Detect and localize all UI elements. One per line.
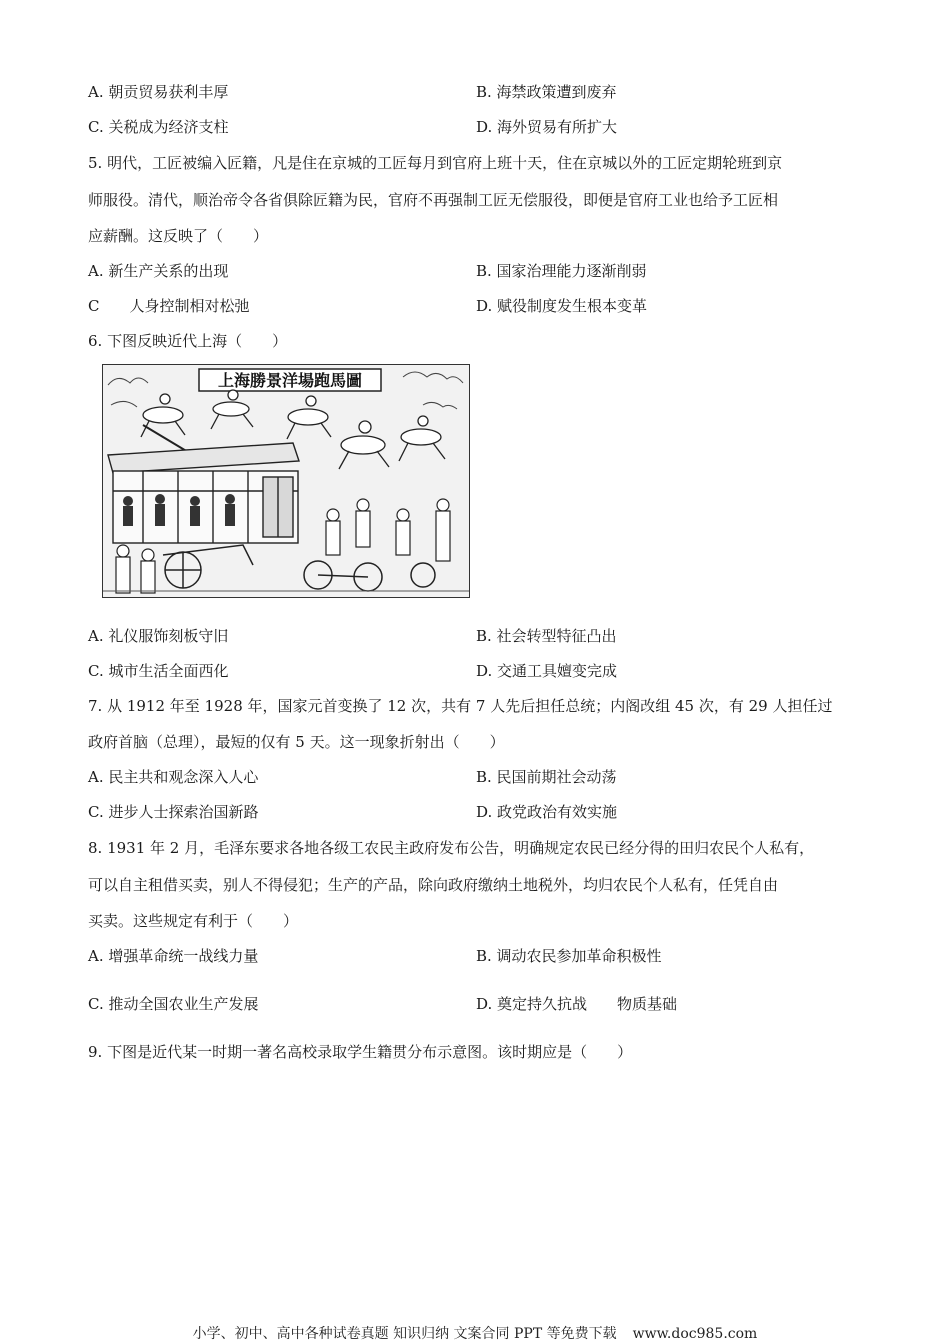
q7-stem-line-1: 7. 从 1912 年至 1928 年，国家元首变换了 12 次，共有 7 人先后担任总统；内阁改组 45 次，有 29 人担任过 xyxy=(88,697,833,715)
footer-text: 小学、初中、高中各种试卷真题 知识归纳 文案合同 PPT 等免费下载 xyxy=(192,1326,617,1342)
q8-option-b: B. 调动农民参加革命积极性 xyxy=(476,947,662,965)
q5-option-d: D. 赋役制度发生根本变革 xyxy=(476,297,648,315)
q4-option-a: A. 朝贡贸易获利丰厚 xyxy=(88,83,229,101)
q8-option-c: C. 推动全国农业生产发展 xyxy=(88,995,259,1013)
q8-stem-line-2: 可以自主租借买卖，别人不得侵犯；生产的产品，除向政府缴纳土地税外，均归农民个人私有，任凭自由 xyxy=(88,876,779,894)
q8-option-a: A. 增强革命统一战线力量 xyxy=(88,947,259,965)
q7-option-c: C. 进步人士探索治国新路 xyxy=(88,803,259,821)
q6-option-b: B. 社会转型特征凸出 xyxy=(476,627,617,645)
q6-option-a: A. 礼仪服饰刻板守旧 xyxy=(88,627,229,645)
q8-option-d: D. 奠定持久抗战 物质基础 xyxy=(476,995,678,1013)
q5-option-a: A. 新生产关系的出现 xyxy=(88,262,229,280)
q5-option-c: C 人身控制相对松弛 xyxy=(88,297,250,315)
q6-option-c: C. 城市生活全面西化 xyxy=(88,662,229,680)
q8-stem-line-3: 买卖。这些规定有利于（ ） xyxy=(88,912,299,930)
q9-stem: 9. 下图是近代某一时期一著名高校录取学生籍贯分布示意图。该时期应是（ ） xyxy=(88,1043,633,1061)
q5-stem-line-2: 师服役。清代，顺治帝令各省俱除匠籍为民，官府不再强制工匠无偿服役，即便是官府工业也给予工匠相 xyxy=(88,191,779,209)
q7-option-d: D. 政党政治有效实施 xyxy=(476,803,618,821)
q6-stem: 6. 下图反映近代上海（ ） xyxy=(88,332,288,350)
q5-stem-line-3: 应薪酬。这反映了（ ） xyxy=(88,227,269,245)
q4-option-b: B. 海禁政策遭到废弃 xyxy=(476,83,617,101)
q8-stem-line-1: 8. 1931 年 2 月，毛泽东要求各地各级工农民主政府发布公告，明确规定农民已经分得的田归农民个人私有， xyxy=(88,839,815,857)
q4-option-d: D. 海外贸易有所扩大 xyxy=(476,118,618,136)
q7-option-a: A. 民主共和观念深入人心 xyxy=(88,768,259,786)
q5-stem-line-1: 5. 明代，工匠被编入匠籍，凡是住在京城的工匠每月到官府上班十天，住在京城以外的工匠定期轮班到京 xyxy=(88,154,783,172)
q5-option-b: B. 国家治理能力逐渐削弱 xyxy=(476,262,647,280)
shanghai-racecourse-illustration xyxy=(102,364,470,598)
q7-option-b: B. 民国前期社会动荡 xyxy=(476,768,617,786)
q4-option-c: C. 关税成为经济支柱 xyxy=(88,118,229,136)
q7-stem-line-2: 政府首脑（总理），最短的仅有 5 天。这一现象折射出（ ） xyxy=(88,733,505,751)
page-footer xyxy=(0,1325,950,1343)
figure-title: 上海勝景洋場跑馬圖 xyxy=(217,371,363,390)
footer-url[interactable]: www.doc985.com xyxy=(632,1326,758,1342)
q6-option-d: D. 交通工具嬗变完成 xyxy=(476,662,618,680)
